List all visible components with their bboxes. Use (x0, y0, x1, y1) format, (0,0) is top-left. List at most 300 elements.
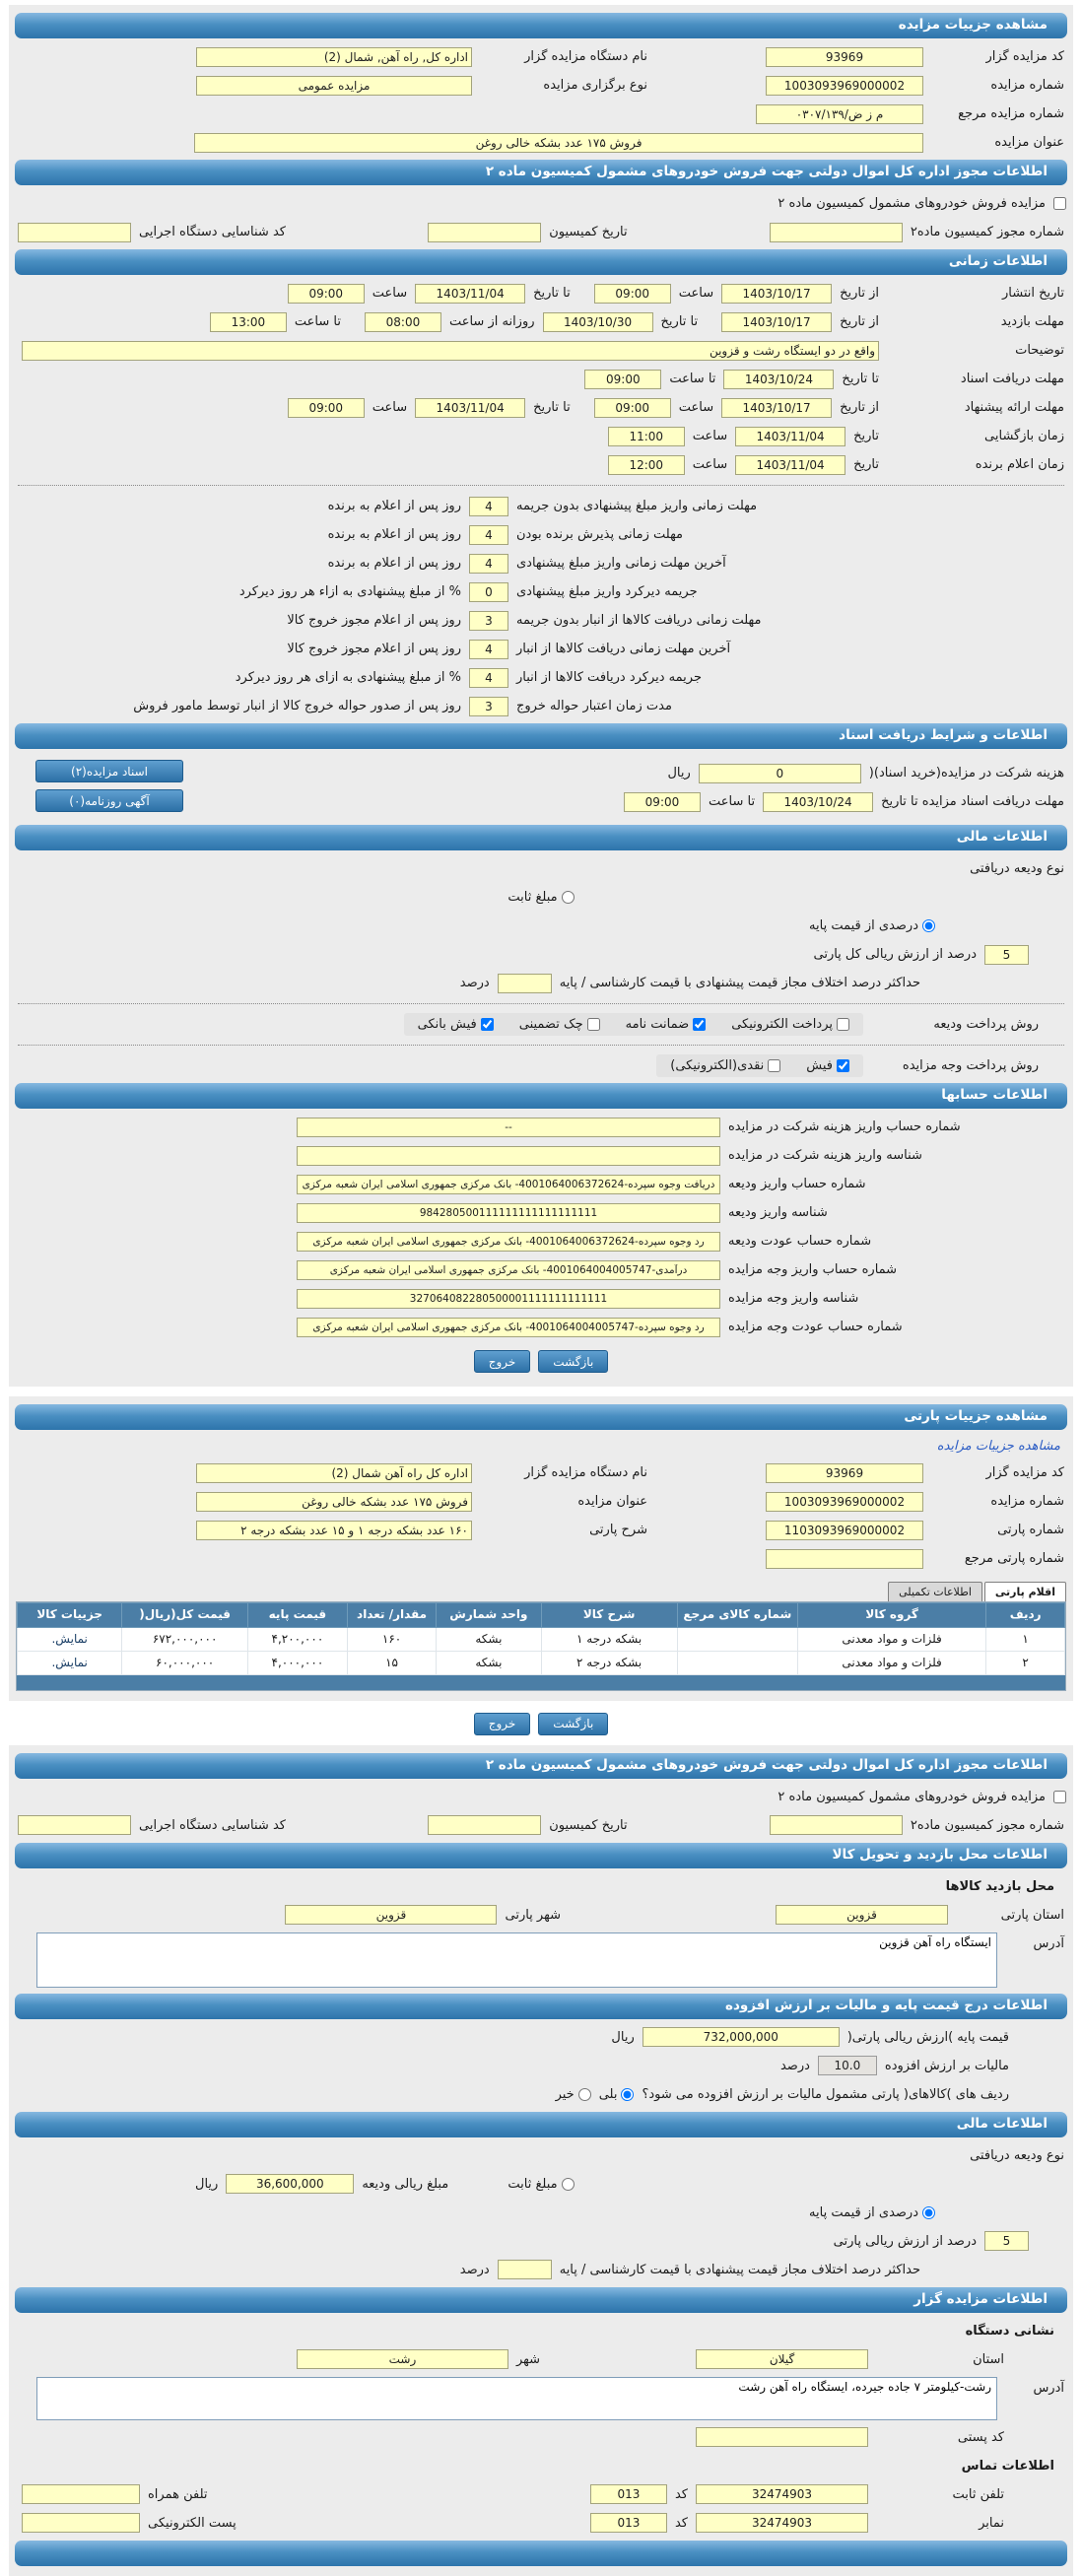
party-number-input[interactable] (766, 1521, 923, 1540)
winner-label: زمان اعلام برنده (975, 457, 1064, 472)
postal-code-input[interactable] (696, 2427, 868, 2447)
visit-location-sub-row (18, 1875, 1064, 1898)
penalty-suffix: روز پس از صدور حواله خروج کالا از انبار توسط مامور فروش (133, 699, 461, 713)
party-row-2 (18, 1490, 1064, 1513)
penalty-input[interactable] (469, 497, 508, 516)
agency-name-input[interactable] (196, 47, 472, 67)
section-header-accounts: اطلاعات حسابها (15, 1083, 1067, 1109)
section-header-finance2: اطلاعات مالی (15, 2112, 1067, 2137)
penalty-row (18, 552, 920, 575)
deposit-percent-value-row (18, 943, 1029, 966)
table-cell (18, 1651, 122, 1674)
auction-ref-input[interactable] (756, 104, 923, 124)
fee-input[interactable] (699, 764, 861, 783)
publish-from-hour-input[interactable] (594, 284, 671, 304)
pay2-slip-checkbox[interactable] (837, 1059, 849, 1072)
deposit-percent-row (18, 2202, 935, 2224)
docs-deadline2-label: مهلت دریافت اسناد مزایده تا تاریخ (881, 794, 1064, 809)
section-header-madde2: اطلاعات مجوز اداره کل اموال دولتی جهت فروش خودروهای مشمول کمیسیون ماده ۲ (15, 160, 1067, 185)
account-row (18, 1258, 989, 1281)
penalty-label: مهلت زمانی دریافت کالاها از انبار بدون جریمه (516, 613, 762, 628)
deposit-percent-suffix: درصد از ارزش ریالی پارتی (833, 2233, 977, 2249)
to-hour-label: تا ساعت (708, 794, 756, 809)
winner-hour-input[interactable] (608, 455, 685, 475)
madde2-date-label: تاریخ کمیسیون (549, 225, 628, 239)
penalty-suffix: روز پس از اعلام به برنده (327, 499, 461, 513)
item-details-link[interactable]: نمایش. (51, 1632, 88, 1647)
base-price-row (18, 2026, 1009, 2049)
vat-input[interactable] (818, 2056, 877, 2075)
madde2-permit-label: شماره مجوز کمیسیون ماده۲ (910, 225, 1064, 239)
deposit-type-label: نوع ودیعه دریافتی (970, 2147, 1064, 2163)
account-row (18, 1201, 989, 1224)
fax-code-label: کد (674, 2515, 688, 2531)
offer-from-input[interactable] (721, 398, 832, 418)
account-label: شماره حساب عودت وجه مزایده (728, 1320, 903, 1334)
madde2-permit-input[interactable] (770, 1815, 903, 1835)
table-header-cell: شماره کالای مرجع (677, 1603, 797, 1628)
auction-title-label: عنوان مزایده (577, 1494, 647, 1509)
madde2-exec-input[interactable] (18, 223, 131, 242)
back-button[interactable]: بازگشت (538, 1350, 608, 1373)
publish-from-input[interactable] (721, 284, 832, 304)
item-details-link[interactable]: نمایش. (51, 1656, 88, 1670)
party-province-row (18, 1904, 1064, 1927)
auction-pay-method-row (18, 1054, 1064, 1077)
agency-city-input[interactable] (297, 2349, 508, 2369)
auction-documents-button[interactable]: اسناد مزایده(۲) (35, 760, 183, 782)
account-row (18, 1144, 989, 1167)
phone-input[interactable] (696, 2484, 868, 2504)
party-address-label: آدرس (1033, 1935, 1064, 1951)
account-input[interactable] (297, 1118, 720, 1137)
deposit-fixed-option[interactable]: مبلغ ثابت (507, 2177, 574, 2192)
bidder-code-input[interactable] (766, 47, 923, 67)
auction-row-4 (18, 131, 1064, 154)
account-row (18, 1173, 989, 1195)
deposit-fixed-row (18, 2173, 1064, 2196)
deposit-type-label: نوع ودیعه دریافتی (970, 861, 1064, 876)
account-input[interactable] (297, 1203, 720, 1223)
divider (18, 1003, 1064, 1004)
agency-address-row (18, 2377, 1064, 2420)
madde2-date-input[interactable] (428, 1815, 541, 1835)
phone-code-input[interactable] (590, 2484, 667, 2504)
party-desc-label: شرح پارتی (589, 1523, 647, 1537)
deposit-type-row (18, 857, 1064, 880)
account-row (18, 1230, 989, 1253)
account-label: شماره حساب واریز هزینه شرکت در مزایده (728, 1119, 961, 1134)
postal-code-row (18, 2426, 1004, 2449)
opening-label: زمان بازگشایی (984, 429, 1064, 443)
auction-number-input[interactable] (766, 76, 923, 96)
deposit-percent-input[interactable] (984, 945, 1029, 965)
deposit-type-row (18, 2144, 1064, 2167)
offer-to-input[interactable] (415, 398, 525, 418)
auction-title-label: عنوان مزایده (994, 135, 1064, 150)
section-header-timing: اطلاعات زمانی (15, 249, 1067, 275)
party-detail-panel (9, 1396, 1073, 1701)
pay-guarantee-checkbox[interactable] (693, 1018, 706, 1031)
deposit-pay-method-group (404, 1013, 863, 1036)
deposit-percent-row (18, 915, 935, 937)
docs-deadline-label: مهلت دریافت اسناد (960, 372, 1064, 386)
penalty-row (18, 666, 920, 689)
table-cell (677, 1627, 797, 1651)
party-items-table (17, 1602, 1065, 1675)
madde2-check-row (18, 192, 1066, 215)
deposit-pay-method-row (18, 1013, 1064, 1036)
deposit-fixed-option[interactable] (507, 890, 574, 905)
deposit-fixed-label: مبلغ ثابت (507, 890, 558, 905)
penalty-label: مهلت زمانی پذیرش برنده بودن (516, 527, 684, 542)
agency-province-label: استان (973, 2351, 1004, 2367)
publish-date-row (18, 282, 1064, 305)
contact-subtitle: اطلاعات تماس (961, 2458, 1054, 2474)
party-desc-input[interactable] (196, 1521, 472, 1540)
pay-cheque-checkbox[interactable] (587, 1018, 600, 1031)
madde2-check-row (18, 1786, 1066, 1808)
email-label: پست الکترونیکی (148, 2515, 237, 2531)
visit-location-subtitle: محل بازدید کالاها (945, 1878, 1054, 1894)
penalty-row (18, 695, 920, 717)
to-date-label: تا تاریخ (533, 286, 571, 301)
pay2-option-slip[interactable]: فیش (806, 1058, 849, 1073)
table-cell (677, 1651, 797, 1674)
offer-from-hour-input[interactable] (594, 398, 671, 418)
account-input[interactable] (297, 1260, 720, 1280)
section-header-pricing: اطلاعات درج قیمت پایه و مالیات بر ارزش افزوده (15, 1994, 1067, 2019)
publish-to-input[interactable] (415, 284, 525, 304)
table-header-cell: قیمت پایه (247, 1603, 347, 1628)
party-auction-title-input[interactable] (196, 1492, 472, 1512)
back-button[interactable]: بازگشت (538, 1713, 608, 1735)
email-input[interactable] (22, 2513, 140, 2533)
date-label: تاریخ (853, 429, 879, 443)
agency-city-label: شهر (515, 2351, 540, 2367)
from-date-label: از تاریخ (840, 286, 879, 301)
madde2-permit-label: شماره مجوز کمیسیون ماده۲ (910, 1817, 1064, 1833)
table-cell: فلزات و مواد معدنی (797, 1627, 985, 1651)
exit-button[interactable]: خروج (474, 1350, 531, 1373)
opening-hour-input[interactable] (608, 427, 685, 446)
deposit-percent-option[interactable] (809, 918, 935, 933)
deposit-percent-option[interactable]: درصدی از قیمت پایه (809, 2205, 935, 2220)
rial-label: ریال (195, 2176, 219, 2192)
view-auction-details-link[interactable]: مشاهده جزییات مزایده (936, 1439, 1060, 1454)
panel-b-buttons (0, 1713, 1082, 1735)
fax-input[interactable] (696, 2513, 868, 2533)
party-row-1 (18, 1461, 1064, 1484)
table-cell: ۶۷۲,۰۰۰,۰۰۰ (122, 1627, 248, 1651)
account-label: شناسه واریز هزینه شرکت در مزایده (728, 1148, 922, 1163)
to-date-label: تا تاریخ (660, 314, 699, 329)
publish-to-hour-input[interactable] (288, 284, 365, 304)
madde2-check-label: مزایده فروش خودروهای مشمول کمیسیون ماده ۲ (778, 1789, 1046, 1804)
vat-label: مالیات بر ارزش افزوده (884, 2058, 1009, 2073)
table-cell: ۱۵ (347, 1651, 436, 1674)
party-province-input[interactable] (776, 1905, 948, 1925)
penalty-row (18, 495, 920, 517)
maxdiff-input[interactable] (498, 2260, 552, 2279)
penalty-label: آخرین مهلت زمانی واریز مبلغ پیشنهادی (516, 556, 726, 571)
pay-option-bank-slip[interactable]: فیش بانکی (418, 1017, 494, 1032)
table-header-cell: جزییات کالا (18, 1603, 122, 1628)
account-input[interactable] (297, 1289, 720, 1309)
fee-row (195, 762, 1064, 784)
penalty-suffix: روز پس از اعلام مجوز خروج کالا (287, 642, 461, 656)
party-agency-input[interactable] (196, 1463, 472, 1483)
pay2-option-cash-electronic[interactable]: نقدی(الکترونیکی) (670, 1058, 780, 1073)
party-bidder-code-input[interactable] (766, 1463, 923, 1483)
vat-yes-radio[interactable] (621, 2088, 634, 2101)
penalty-suffix: % از مبلغ پیشنهادی به ازای هر روز دیرکرد (235, 670, 461, 685)
notes-row (18, 339, 1064, 362)
to-date-label: تا تاریخ (842, 372, 879, 386)
maxdiff-row (18, 972, 920, 994)
hour-label: ساعت (372, 286, 408, 301)
penalty-label: جریمه دیرکرد واریز مبلغ پیشنهادی (516, 584, 698, 599)
pay-option-guarantee[interactable]: ضمانت نامه (626, 1017, 707, 1032)
table-row (18, 1651, 1065, 1674)
base-price-input[interactable] (642, 2027, 840, 2047)
email-group (22, 2513, 237, 2533)
percent-label: درصد (459, 976, 490, 990)
party-ref-label: شماره پارتی مرجع (964, 1551, 1064, 1566)
account-input[interactable] (297, 1175, 720, 1194)
madde2-permit-input[interactable] (770, 223, 903, 242)
deposit-percent-radio[interactable] (922, 919, 935, 932)
penalty-row (18, 523, 920, 546)
party-auction-number-input[interactable] (766, 1492, 923, 1512)
madde2-exec-input[interactable] (18, 1815, 131, 1835)
auction-title-input[interactable] (194, 133, 923, 153)
fax-code-input[interactable] (590, 2513, 667, 2533)
table-cell: ۴,۲۰۰,۰۰۰ (247, 1627, 347, 1651)
visit-daily-from-input[interactable] (365, 312, 441, 332)
penalty-row (18, 638, 920, 660)
account-row (18, 1316, 989, 1338)
to-date-label: تا تاریخ (533, 400, 571, 415)
party-info-panel (9, 1745, 1073, 2576)
party-address-textarea[interactable] (36, 1932, 997, 1988)
docs-deadline2-date-input[interactable] (763, 792, 873, 812)
agency-province-row (18, 2348, 1004, 2371)
agency-province-input[interactable] (696, 2349, 868, 2369)
account-input[interactable] (297, 1146, 720, 1166)
auction-number-label: شماره مزایده (990, 78, 1064, 93)
docs-deadline2-hour-input[interactable] (624, 792, 701, 812)
offer-label: مهلت ارائه پیشنهاد (964, 400, 1064, 415)
phone-code-label: کد (674, 2486, 688, 2502)
pay-option-cheque[interactable]: چک تضمینی (519, 1017, 600, 1032)
agency-address-subtitle: نشانی دستگاه (965, 2323, 1054, 2339)
table-cell: بشکه درجه ۱ (541, 1627, 677, 1651)
madde2-exec-label: کد شناسایی دستگاه اجرایی (139, 225, 286, 239)
party-row-4 (18, 1547, 1064, 1570)
party-number-label: شماره پارتی (997, 1523, 1064, 1537)
maxdiff-label: حداکثر درصد اختلاف مجاز قیمت پیشنهادی با قیمت کارشناسی / پایه (559, 976, 920, 990)
tab-party-items[interactable]: اقلام پارتی (984, 1582, 1066, 1601)
agency-address-label: آدرس (1033, 2380, 1064, 2396)
docs-block (18, 756, 1064, 819)
docs-deadline2-row (195, 790, 1064, 813)
account-input[interactable] (297, 1232, 720, 1252)
penalty-input[interactable] (469, 554, 508, 574)
deposit-percent-value-row (18, 2230, 1029, 2253)
opening-date-input[interactable] (735, 427, 845, 446)
winner-date-input[interactable] (735, 455, 845, 475)
tab-additional-info[interactable]: اطلاعات تکمیلی (888, 1582, 982, 1601)
auction-pay-method-label: روش پرداخت وجه مزایده (902, 1058, 1039, 1073)
section-header-location: اطلاعات محل بازدید و تحویل کالا (15, 1843, 1067, 1868)
penalty-label: جریمه دیرکرد دریافت کالاها از انبار (516, 670, 702, 685)
visit-daily-to-input[interactable] (210, 312, 287, 332)
contact-sub-row (18, 2455, 1064, 2477)
penalty-label: مهلت زمانی واریز مبلغ پیشنهادی بدون جریمه (516, 499, 758, 513)
from-date-label: از تاریخ (840, 400, 879, 415)
agency-name-label: نام دستگاه مزایده گزار (524, 1465, 647, 1480)
penalty-suffix: روز پس از اعلام به برنده (327, 527, 461, 542)
table-cell: ۴,۰۰۰,۰۰۰ (247, 1651, 347, 1674)
divider (18, 1045, 1064, 1046)
table-cell: بشکه (437, 1627, 541, 1651)
party-city-label: شهر پارتی (505, 1907, 561, 1923)
party-row-3 (18, 1519, 1064, 1541)
exit-button[interactable]: خروج (474, 1713, 531, 1735)
pay-option-electronic[interactable]: پرداخت الکترونیکی (731, 1017, 849, 1032)
divider (18, 485, 1064, 486)
vat-question-label: ردیف های )کالاهای( پارتی مشمول مالیات بر ارزش افزوده می شود؟ (642, 2086, 1009, 2102)
section-header-agency-info: اطلاعات مزایده گزار (15, 2287, 1067, 2313)
docs-deadline-row (18, 368, 1064, 390)
visit-from-input[interactable] (721, 312, 832, 332)
penalty-input[interactable] (469, 525, 508, 545)
mobile-group (22, 2484, 208, 2504)
table-header-cell: ردیف (986, 1603, 1065, 1628)
madde2-date-input[interactable] (428, 223, 541, 242)
notes-input[interactable] (22, 341, 879, 361)
deposit-percent-suffix: درصد از ارزش ریالی کل پارتی (813, 947, 977, 962)
table-header-cell: واحد شمارش (437, 1603, 541, 1628)
penalty-input[interactable] (469, 611, 508, 631)
hour-label: ساعت (678, 286, 714, 301)
auction-row-1 (18, 45, 1064, 68)
vat-no-radio[interactable] (578, 2088, 591, 2101)
daily-from-label: روزانه از ساعت (448, 314, 535, 329)
visit-label: مهلت بازدید (1000, 314, 1064, 329)
maxdiff-label: حداکثر درصد اختلاف مجاز قیمت پیشنهادی با قیمت کارشناسی / پایه (559, 2262, 920, 2277)
party-ref-input[interactable] (766, 1549, 923, 1569)
agency-address-textarea[interactable] (36, 2377, 997, 2420)
penalty-input[interactable] (469, 582, 508, 602)
winner-time-row (18, 453, 1064, 476)
deposit-amount-input[interactable] (226, 2174, 354, 2194)
table-cell: فلزات و مواد معدنی (797, 1651, 985, 1674)
account-row (18, 1116, 989, 1138)
table-row (18, 1627, 1065, 1651)
section-header-auction-details: مشاهده جزییات مزایده (15, 13, 1067, 38)
offer-to-hour-input[interactable] (288, 398, 365, 418)
visit-to-input[interactable] (543, 312, 653, 332)
table-cell: ۶۰,۰۰۰,۰۰۰ (122, 1651, 248, 1674)
from-date-label: از تاریخ (840, 314, 879, 329)
hour-label: ساعت (692, 457, 728, 472)
madde2-checkbox[interactable] (1053, 197, 1066, 210)
deposit-fixed-radio[interactable] (562, 891, 575, 904)
vat-no-option[interactable]: خیر (556, 2087, 591, 2102)
madde2-fields-row (18, 221, 1064, 243)
deposit-fixed-row (18, 886, 1064, 909)
hour-label: ساعت (372, 400, 408, 415)
section-header-docs: اطلاعات و شرایط دریافت اسناد (15, 723, 1067, 749)
table-cell: ۲ (986, 1651, 1065, 1674)
penalty-suffix: روز پس از اعلام به برنده (327, 556, 461, 571)
pay2-cash-electronic-checkbox[interactable] (768, 1059, 780, 1072)
vat-yes-option[interactable]: بلی (599, 2087, 635, 2102)
account-input[interactable] (297, 1318, 720, 1337)
penalty-row (18, 580, 920, 603)
account-label: شماره حساب عودت ودیعه (728, 1234, 872, 1249)
deposit-percent-input[interactable] (984, 2231, 1029, 2251)
offer-deadline-row (18, 396, 1064, 419)
phone-label: تلفن ثابت (952, 2486, 1004, 2502)
notes-label: توضیحات (1015, 343, 1064, 358)
auction-detail-panel (9, 5, 1073, 1387)
penalty-suffix: روز پس از اعلام مجوز خروج کالا (287, 613, 461, 628)
deposit-amount-group (195, 2174, 448, 2194)
auction-pay-method-group (656, 1054, 863, 1077)
docs-deadline-date-input[interactable] (723, 370, 834, 389)
bidder-code-label: کد مزایده گزار (985, 1465, 1064, 1480)
newspaper-ad-button[interactable]: آگهی روزنامه(۰) (35, 789, 183, 812)
deposit-fixed-radio[interactable] (562, 2178, 575, 2191)
fee-label: هزینه شرکت در مزایده(خرید اسناد)( (868, 766, 1064, 780)
deposit-percent-label: درصدی از قیمت پایه (809, 918, 918, 933)
date-label: تاریخ (853, 457, 879, 472)
party-city-input[interactable] (285, 1905, 497, 1925)
agency-name-label: نام دستگاه مزایده گزار (524, 49, 647, 64)
table-header-cell: قیمت کل(ریال( (122, 1603, 248, 1628)
madde2-checkbox[interactable] (1053, 1791, 1066, 1803)
penalty-input[interactable] (469, 668, 508, 688)
to-hour-label: تا ساعت (669, 372, 716, 386)
auction-type-input[interactable] (196, 76, 472, 96)
mobile-input[interactable] (22, 2484, 140, 2504)
auction-type-label: نوع برگزاری مزایده (543, 78, 647, 93)
table-cell: بشکه (437, 1651, 541, 1674)
phone-row (18, 2483, 1004, 2506)
penalty-input[interactable] (469, 697, 508, 716)
account-label: شناسه واریز وجه مزایده (728, 1291, 859, 1306)
account-label: شناسه واریز ودیعه (728, 1205, 828, 1220)
vat-row (18, 2055, 1009, 2077)
table-cell: بشکه درجه ۲ (541, 1651, 677, 1674)
table-cell (18, 1627, 122, 1651)
deposit-amount-label: مبلغ ریالی ودیعه (362, 2176, 449, 2192)
opening-time-row (18, 425, 1064, 447)
party-province-label: استان پارتی (1000, 1907, 1064, 1923)
deposit-percent-radio[interactable] (922, 2206, 935, 2219)
docs-deadline-hour-input[interactable] (584, 370, 661, 389)
penalty-input[interactable] (469, 640, 508, 659)
deposit-pay-method-label: روش پرداخت ودیعه (933, 1017, 1039, 1032)
table-cell: ۱۶۰ (347, 1627, 436, 1651)
pay-electronic-checkbox[interactable] (837, 1018, 849, 1031)
pay-bank-slip-checkbox[interactable] (481, 1018, 494, 1031)
penalty-label: مدت زمان اعتبار حواله خروج (516, 699, 672, 713)
maxdiff-input[interactable] (498, 974, 552, 993)
